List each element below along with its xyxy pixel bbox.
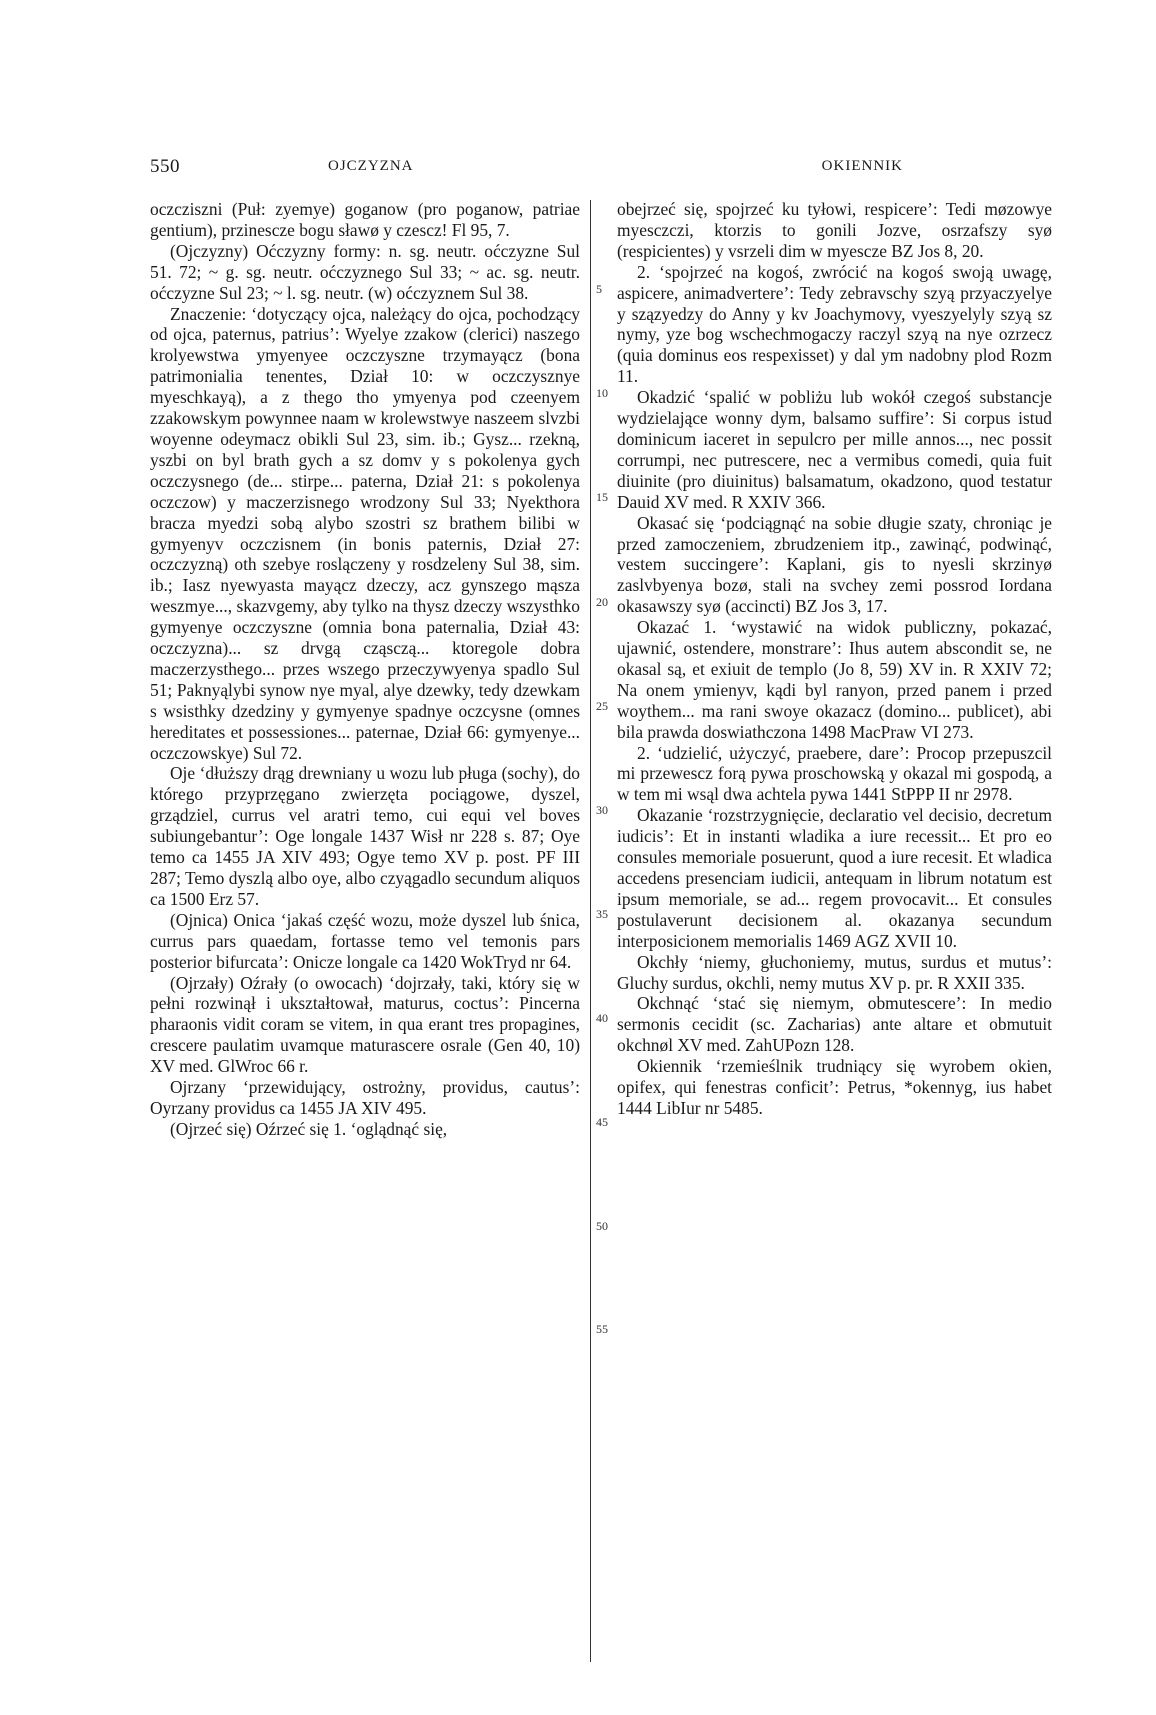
line-number: 40 [596,1011,608,1025]
line-number: 45 [596,1115,608,1129]
entry-okchnac: Okchnąć ‘stać się niemym, obmutescere’: In medio sermonis cecidit (sc. Zacharias) ante altare et obmutuit okchnøl XV med. ZahUPozn 128. [617,993,1052,1056]
entry-okadzic: Okadzić ‘spalić w pobliżu lub wokół czegoś substancje wydzielające wonny dym, balsamo suffire’: Si corpus istud dominicum iaceret in sepulcro per mille annos..., nec possit corrumpi, nec putrescere, nec a vermibus comedi, quia fuit diuinite (pro diuinitus) balsamatum, okadzono, quod testatur Dauid XV med. R XXIV 366. [617,387,1052,512]
entry-ojrzany: Ojrzany ‘przewidujący, ostrożny, providus, cautus’: Oyrzany providus ca 1455 JA XIV 495. [150,1077,580,1118]
line-number: 50 [596,1219,608,1233]
entry-okazac-sense-2: 2. ‘udzielić, użyczyć, praebere, dare’: Procop przepuszcil mi przewescz forą pywa proschowską y okazal mi gospodą, a w tem mi wsąl dwa achtela pywa 1441 StPPP II nr 2978. [617,742,1052,805]
headword-left: OJCZYZNA [328,158,414,174]
entry-ojrzec-sie: (Ojrzeć się) Oźrzeć się 1. ‘oglądnąć się, [170,1118,448,1139]
right-column [617,199,1052,1119]
entry-okazac: Okazać 1. ‘wystawić na widok publiczny, pokazać, ujawnić, ostendere, monstrare’: Ihus autem abscondit se, ne okasal są, et exiuit de templo (Jo 8, 59) XV in. R XXIV 72; Na onem ymienyv, kądi byl ranyon, przed panem i przed woythem... ma rani swoye okazacz (domino... publicet), abi bila prawda doswiathczona 1498 MacPraw VI 273. [617,617,1052,742]
entry-ojrzec-sense-2: 2. ‘spojrzeć na kogoś, zwrócić na kogoś swoją uwagę, aspicere, animadvertere’: Tedy zebravschy szyą przyaczyelye y szązyedzy do Anny y kv Joachymovy, vyeszyelyly szyą sz nymy, yze bog wschechmogaczy raczyl szyą na nye ozrzecz (quia dominus eos respexisset) y dal ym nadobny plod Rozm 11. [617,261,1052,387]
line-number: 30 [596,803,608,817]
line-number: 5 [596,282,602,296]
running-header [150,156,903,186]
entry-okazanie: Okazanie ‘rozstrzygnięcie, declaratio vel decisio, decretum iudicis’: Et in instanti wladika a iure recessit... Et pro eo consules memoriale posuerunt, quod a iure recesit. Et wladica accedens presenciam iudicii, antequam in librum notatum est ipsum memoriale, se ad... regem provocavit... Et consules postulaverunt decisionem al. okazanya secundum interposicionem memorialis 1469 AGZ XVII 10. [617,805,1052,951]
entry-forms: (Ojczyzny) Oćczyzny formy: n. sg. neutr. oćczyzne Sul 51. 72; ~ g. sg. neutr. oćczyznego Sul 33; ~ ac. sg. neutr. oćczyzne Sul 23; ~ l. sg. neutr. (w) oćczyznem Sul 38. [150,240,580,303]
entry-continuation: oczcziszni (Puł: zyemye) goganow (pro poganow, patriae gentium), przinescze bogu sławø y czescz! Fl 95, 7. [150,199,580,240]
entry-okchly: Okchły ‘niemy, głuchoniemy, mutus, surdus et mutus’: Gluchy surdus, okchli, nemy mutus XV p. pr. R XXII 335. [617,951,1052,993]
headword-right: OKIENNIK [821,158,903,174]
left-column [150,199,580,1140]
line-number: 10 [596,386,608,400]
line-number: 20 [596,595,608,609]
line-number: 35 [596,907,608,921]
column-divider [590,200,591,1662]
entry-oje: Oje ‘dłuższy drąg drewniany u wozu lub pługa (sochy), do którego przyprzęgano zwierzęta pociągowe, dyszel, grządziel, currus vel aratri temo, cui equi vel boves subiungebantur’: Oge longale 1437 Wisł nr 228 s. 87; Oye temo ca 1455 JA XIV 493; Ogye temo XV p. post. PF III 287; Temo dyszlą albo oye, albo czyągadlo secundum aliquos ca 1500 Erz 57. [150,763,580,909]
line-number: 55 [596,1322,608,1336]
entry-okiennik: Okiennik ‘rzemieślnik trudniący się wyrobem okien, opifex, qui fenestras conficit’: Petrus, *okennyg, ius habet 1444 LibIur nr 5485. [617,1056,1052,1118]
page-number: 550 [150,156,180,177]
entry-continuation: obejrzeć się, spojrzeć ku tyłowi, respicere’: Tedi møzowye myesczczi, ktorzis to gonili Jozve, osrzafszy syø (respicientes) y vsrzeli dim w myescze BZ Jos 8, 20. [617,199,1052,261]
entry-ojrzaly: (Ojrzały) Oźrały (o owocach) ‘dojrzały, taki, który się w pełni rozwinął i ukształtował, maturus, coctus’: Pincerna pharaonis vidit coram se vitem, in qua erant tres propagines, crescere paulatim uvamque maturascere osrale (Gen 40, 10) XV med. GlWroc 66 r. [150,972,580,1077]
entry-okasac-sie: Okasać się ‘podciągnąć na sobie długie szaty, chroniąc je przed zamoczeniem, zbrudzeniem itp., zawinąć, podwinąć, vestem succingere’: Kaplani, gis to nyesli skrzinyø zaslvbyenya bozø, stali na svchey zemi possrod Iordana okasawszy syø (accincti) BZ Jos 3, 17. [617,512,1052,617]
entry-meaning: Znaczenie: ‘dotyczący ojca, należący do ojca, pochodzący od ojca, paternus, patrius’: Wyelye zzakow (clerici) naszego krolyewstwa ymyenyee oczczyszne trzymayącz (bona patrimonialia tenentes, Dział 10: w oczczysznye myeschkayą), a z thego tho ymyenya pod czeenyem zzakowskym powynnee naam w krolewstwye naszeem slvzbi woyenne odeymacz obikli Sul 23, sim. ib.; Gysz... rzekną, yszbi on byl brath gych a sz domv y s pokolenya gych oczczysnego (de... stirpe... paterna, Dział 21: s pokolenya oczczow) y maczerzisnego wrodzony Sul 33; Nyekthora bracza myedzi sobą alybo szostri sz brathem bilibi w gymyenyv oczczisnem (in bonis paternis, Dział 27: oczczyzną) oth szebye roslączeny y rosdzeleny Sul 38, sim. ib.; Iasz nyewyasta mayącz dzeczy, acz gynszego mąsza weszmye..., skazvgemy, aby tylko na thysz dzeczy wszysthko gymyenye oczczyszne (omnia bona paternalia, Dział 43: oczczyzna)... sz drvgą cząsczą... ktoregole dobra maczerzysthego... przes wszego przeczywyenya spadlo Sul 51; Paknyąlybi synow nye myal, alye dzewky, tedy dzewkam s wsisthky dzedziny y gymyenye spadnye oczcysne (omnes hereditates et possessiones... paternae, Dział 66: gymyenye... oczczowskye) Sul 72. [150,303,580,763]
line-number: 25 [596,699,608,713]
entry-ojnica: (Ojnica) Onica ‘jakaś część wozu, może dyszel lub śnica, currus pars quaedam, fortasse temo vel temonis pars posterior bifurcata’: Onicze longale ca 1420 WokTryd nr 64. [150,909,580,972]
line-number: 15 [596,490,608,504]
